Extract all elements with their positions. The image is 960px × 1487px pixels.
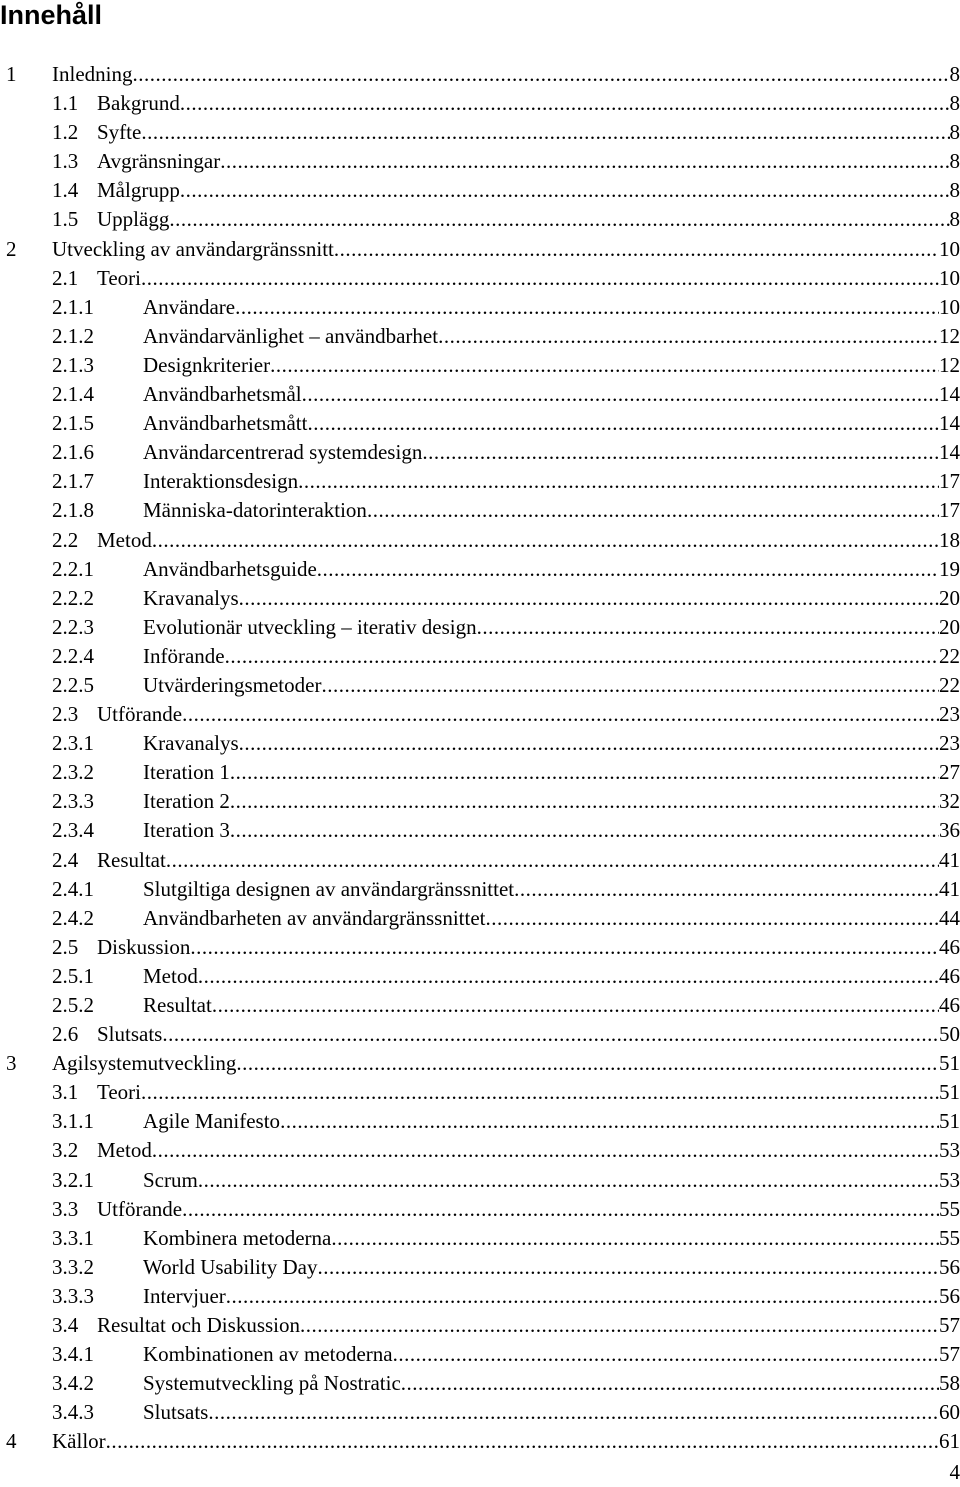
toc-entry-number: 2.2.5	[52, 672, 94, 697]
toc-entry-page: 60	[939, 1400, 960, 1425]
toc-title: Innehåll	[0, 0, 103, 30]
toc-entry[interactable]	[0, 904, 960, 933]
toc-entry-title: Användbarhetsmått	[143, 411, 308, 436]
toc-entry-number: 3.1	[52, 1080, 79, 1105]
toc-entry-title: Iteration 3	[143, 818, 230, 843]
toc-entry[interactable]	[0, 1398, 960, 1427]
toc-entry-number: 2.1.7	[52, 469, 94, 494]
toc-entry[interactable]	[0, 526, 960, 555]
toc-entry-title: Kombinationen av metoderna	[143, 1342, 393, 1367]
toc-entry[interactable]	[0, 1049, 960, 1078]
toc-entry-page: 56	[939, 1283, 960, 1308]
toc-dot-leader	[106, 1427, 939, 1456]
toc-entry-line	[143, 1107, 960, 1136]
toc-entry-line	[143, 1166, 960, 1195]
toc-entry-title: Kombinera metoderna	[143, 1225, 332, 1250]
toc-entry-page: 8	[949, 62, 960, 86]
toc-entry-title: Iteration 2	[143, 789, 230, 814]
toc-entry[interactable]	[0, 1282, 960, 1311]
toc-entry-line	[97, 933, 960, 962]
toc-entry-page: 36	[939, 818, 960, 843]
toc-entry-page: 20	[939, 585, 960, 610]
toc-entry-page: 46	[939, 993, 960, 1017]
toc-entry-page: 22	[939, 672, 960, 697]
toc-entry-line	[97, 1311, 960, 1340]
toc-dot-leader	[152, 1136, 939, 1165]
toc-dot-leader	[270, 351, 939, 380]
toc-entry-line	[143, 1253, 960, 1282]
toc-entry-page: 46	[939, 963, 960, 988]
toc-dot-leader	[182, 700, 939, 729]
toc-dot-leader	[230, 787, 939, 816]
toc-entry-number: 3.3.2	[52, 1254, 94, 1279]
toc-entry-page: 46	[939, 934, 960, 959]
toc-entry-number: 2.3.1	[52, 731, 94, 756]
toc-entry-line	[143, 962, 960, 991]
toc-entry[interactable]	[0, 235, 960, 264]
toc-entry-title: Interaktionsdesign	[143, 469, 299, 494]
toc-entry-page: 41	[939, 847, 960, 872]
toc-entry-line	[97, 264, 960, 293]
toc-dot-leader	[302, 380, 939, 409]
toc-entry-title: Teori	[97, 265, 142, 290]
toc-entry-number: 2.1.6	[52, 440, 94, 465]
toc-dot-leader	[230, 758, 939, 787]
toc-entry[interactable]	[0, 409, 960, 438]
toc-entry-title: Användarvänlighet – användbarhet	[143, 323, 439, 348]
toc-dot-leader	[317, 555, 939, 584]
toc-entry-number: 3.2	[52, 1138, 79, 1163]
toc-entry[interactable]	[0, 60, 960, 89]
toc-entry-number: 3.4	[52, 1313, 79, 1338]
toc-entry[interactable]	[0, 729, 960, 758]
toc-entry-line	[143, 991, 960, 1020]
toc-entry-number: 3.1.1	[52, 1109, 94, 1134]
toc-dot-leader	[486, 904, 940, 933]
toc-entry-title: Resultat	[143, 993, 212, 1017]
toc-entry-page: 53	[939, 1167, 960, 1192]
toc-entry[interactable]	[0, 89, 960, 118]
toc-dot-leader	[280, 1107, 939, 1136]
toc-entry-number: 1.1	[52, 91, 79, 116]
toc-entry-number: 1.2	[52, 120, 79, 145]
toc-entry-number: 1	[6, 62, 17, 86]
toc-entry[interactable]	[0, 147, 960, 176]
toc-entry[interactable]	[0, 642, 960, 671]
toc-entry-line	[143, 1369, 960, 1398]
toc-entry-number: 3.3	[52, 1196, 79, 1221]
toc-entry[interactable]	[0, 176, 960, 205]
toc-entry-title: Användbarhetsguide	[143, 556, 317, 581]
toc-entry-page: 55	[939, 1225, 960, 1250]
toc-entry-title: Teori	[97, 1080, 142, 1105]
toc-entry-line	[143, 758, 960, 787]
toc-dot-leader	[152, 526, 939, 555]
toc-entry-line	[143, 875, 960, 904]
toc-entry-number: 2.1.8	[52, 498, 94, 523]
toc-entry-line	[143, 1398, 960, 1427]
toc-entry-page: 22	[939, 643, 960, 668]
toc-dot-leader	[198, 962, 939, 991]
page-number: 4	[949, 1460, 960, 1484]
toc-entry-title: Designkriterier	[143, 352, 271, 377]
toc-entry-number: 2.4.1	[52, 876, 94, 901]
toc-entry-line	[143, 1340, 960, 1369]
toc-entry-line	[143, 555, 960, 584]
toc-dot-leader	[300, 1311, 939, 1340]
toc-dot-leader	[317, 1253, 939, 1282]
toc-entry-page: 20	[939, 614, 960, 639]
toc-entry-line	[97, 89, 960, 118]
toc-entry-page: 51	[939, 1080, 960, 1105]
toc-entry-title: Införande	[143, 643, 225, 668]
toc-entry[interactable]	[0, 933, 960, 962]
toc-dot-leader	[438, 322, 939, 351]
toc-entry[interactable]	[0, 1136, 960, 1165]
toc-entry-line	[52, 1427, 960, 1456]
toc-entry-title: Kravanalys	[143, 731, 239, 756]
toc-entry-page: 8	[949, 207, 960, 232]
toc-entry-page: 17	[939, 469, 960, 494]
toc-entry-number: 2.1	[52, 265, 79, 290]
toc-entry-line	[143, 584, 960, 613]
toc-entry-line	[143, 438, 960, 467]
toc-entry[interactable]	[0, 613, 960, 642]
toc-entry-page: 23	[939, 731, 960, 756]
toc-entry[interactable]	[0, 1078, 960, 1107]
toc-entry-line	[143, 351, 960, 380]
toc-entry-title: Evolutionär utveckling – iterativ design	[143, 614, 477, 639]
toc-entry-number: 3.4.1	[52, 1342, 94, 1367]
toc-entry-number: 2.2.3	[52, 614, 94, 639]
toc-entry-page: 14	[939, 411, 960, 436]
toc-dot-leader	[198, 1166, 939, 1195]
toc-entry-title: Källor	[52, 1429, 106, 1454]
toc-entry[interactable]	[0, 846, 960, 875]
toc-entry-number: 2.3.4	[52, 818, 94, 843]
toc-entry-page: 55	[939, 1196, 960, 1221]
toc-entry-page: 10	[939, 236, 960, 261]
toc-entry-number: 3.4.3	[52, 1400, 94, 1425]
toc-entry-line	[143, 409, 960, 438]
toc-entry[interactable]	[0, 118, 960, 147]
toc-entry-line	[143, 1282, 960, 1311]
toc-entry-line	[97, 1136, 960, 1165]
toc-entry-line	[143, 322, 960, 351]
toc-entry[interactable]	[0, 438, 960, 467]
toc-entry-number: 2.4	[52, 847, 79, 872]
toc-entry-page: 61	[939, 1429, 960, 1454]
toc-entry[interactable]	[0, 1107, 960, 1136]
toc-entry-line	[97, 205, 960, 234]
toc-entry-line	[143, 467, 960, 496]
toc-dot-leader	[169, 205, 949, 234]
toc-entry-number: 2.4.2	[52, 905, 94, 930]
toc-entry-title: Metod	[97, 527, 152, 552]
toc-entry[interactable]	[0, 787, 960, 816]
toc-entry[interactable]	[0, 380, 960, 409]
toc-entry-line	[97, 147, 960, 176]
toc-entry-number: 3.3.3	[52, 1283, 94, 1308]
toc-entry-page: 8	[949, 91, 960, 116]
toc-dot-leader	[393, 1340, 939, 1369]
toc-entry-number: 3.2.1	[52, 1167, 94, 1192]
toc-dot-leader	[235, 293, 939, 322]
toc-entry-page: 14	[939, 382, 960, 407]
toc-dot-leader	[331, 1224, 939, 1253]
toc-entry-number: 2	[6, 236, 17, 261]
toc-entry-title: Utförande	[97, 702, 183, 727]
toc-dot-leader	[141, 1078, 939, 1107]
toc-dot-leader	[477, 613, 939, 642]
toc-entry-number: 2.2.2	[52, 585, 94, 610]
toc-dot-leader	[220, 147, 949, 176]
toc-dot-leader	[236, 1049, 939, 1078]
toc-entry-line	[97, 1195, 960, 1224]
toc-entry[interactable]	[0, 293, 960, 322]
toc-entry[interactable]	[0, 962, 960, 991]
toc-dot-leader	[225, 642, 939, 671]
toc-entry-title: Utvärderingsmetoder	[143, 672, 322, 697]
toc-entry-line	[97, 176, 960, 205]
toc-dot-leader	[166, 846, 939, 875]
toc-entry-line	[97, 700, 960, 729]
toc-entry[interactable]	[0, 322, 960, 351]
toc-entry-page: 10	[939, 294, 960, 319]
toc-entry-title: Användbarheten av användargränssnittet	[143, 905, 486, 930]
toc-entry-line	[143, 904, 960, 933]
toc-entry-line	[143, 816, 960, 845]
toc-entry-title: Slutgiltiga designen av användargränssnittet	[143, 876, 515, 901]
toc-entry[interactable]	[0, 700, 960, 729]
toc-entry-title: Avgränsningar	[97, 149, 221, 174]
toc-dot-leader	[190, 933, 939, 962]
toc-entry-line	[143, 642, 960, 671]
toc-entry-title: Resultat	[97, 847, 166, 872]
toc-entry-page: 56	[939, 1254, 960, 1279]
toc-entry-number: 2.2	[52, 527, 79, 552]
toc-dot-leader	[321, 671, 939, 700]
toc-entry[interactable]	[0, 1166, 960, 1195]
toc-entry-title: Scrum	[143, 1167, 198, 1192]
toc-entry-line	[143, 613, 960, 642]
toc-entry-title: Slutsats	[143, 1400, 209, 1425]
toc-dot-leader	[367, 496, 939, 525]
toc-entry-number: 2.2.4	[52, 643, 94, 668]
toc-entry-title: Utförande	[97, 1196, 183, 1221]
toc-entry-number: 2.1.5	[52, 411, 94, 436]
toc-entry-line	[52, 235, 960, 264]
toc-entry-number: 1.3	[52, 149, 79, 174]
toc-entry-title: Metod	[143, 963, 198, 988]
toc-entry-number: 2.2.1	[52, 556, 94, 581]
toc-entry-page: 32	[939, 789, 960, 814]
toc-dot-leader	[162, 1020, 939, 1049]
toc-entry-number: 2.3.3	[52, 789, 94, 814]
toc-entry-title: Iteration 1	[143, 760, 230, 785]
toc-entry-line	[52, 1049, 960, 1078]
toc-entry[interactable]	[0, 1224, 960, 1253]
toc-entry[interactable]	[0, 467, 960, 496]
toc-entry-page: 58	[939, 1371, 960, 1396]
toc-entry-title: Metod	[97, 1138, 152, 1163]
toc-entry[interactable]	[0, 1020, 960, 1049]
toc-entry-page: 57	[939, 1313, 960, 1338]
toc-entry-title: Inledning	[52, 62, 133, 86]
toc-entry-number: 4	[6, 1429, 17, 1454]
toc-entry[interactable]	[0, 1195, 960, 1224]
toc-dot-leader	[230, 816, 939, 845]
toc-entry-title: Användare	[143, 294, 236, 319]
toc-entry[interactable]	[0, 584, 960, 613]
toc-entry-page: 10	[939, 265, 960, 290]
toc-entry-line	[143, 496, 960, 525]
toc-entry-line	[97, 1078, 960, 1107]
toc-entry-page: 44	[939, 905, 960, 930]
toc-entry-title: World Usability Day	[143, 1254, 318, 1279]
toc-entry-page: 57	[939, 1342, 960, 1367]
toc-entry[interactable]	[0, 875, 960, 904]
toc-dot-leader	[212, 991, 939, 1020]
toc-entry-number: 1.4	[52, 178, 79, 203]
toc-dot-leader	[180, 89, 950, 118]
toc-entry-title: Systemutveckling på Nostratic	[143, 1371, 401, 1396]
toc-entry-number: 2.1.4	[52, 382, 94, 407]
toc-entry-line	[143, 729, 960, 758]
toc-entry-page: 8	[949, 149, 960, 174]
toc-entry-page: 12	[939, 323, 960, 348]
toc-entry[interactable]	[0, 496, 960, 525]
toc-entry[interactable]	[0, 671, 960, 700]
toc-entry[interactable]	[0, 1369, 960, 1398]
toc-entry[interactable]	[0, 758, 960, 787]
toc-entry[interactable]	[0, 991, 960, 1020]
toc-entry-title: Agilsystemutveckling	[52, 1051, 237, 1076]
toc-dot-leader	[141, 264, 939, 293]
toc-dot-leader	[132, 60, 949, 89]
toc-dot-leader	[334, 235, 939, 264]
toc-entry-number: 3	[6, 1051, 17, 1076]
toc-entry-title: Bakgrund	[97, 91, 180, 116]
toc-entry-page: 41	[939, 876, 960, 901]
toc-dot-leader	[226, 1282, 939, 1311]
toc-entry-number: 2.3	[52, 702, 79, 727]
toc-entry-number: 2.5.1	[52, 963, 94, 988]
toc-entry-number: 2.5.2	[52, 993, 94, 1017]
toc-entry-line	[143, 293, 960, 322]
toc-entry-line	[97, 1020, 960, 1049]
toc-entry[interactable]	[0, 351, 960, 380]
toc-entry[interactable]	[0, 1253, 960, 1282]
toc-entry-line	[143, 787, 960, 816]
toc-dot-leader	[514, 875, 939, 904]
toc-list	[0, 60, 960, 1457]
toc-entry-title: Diskussion	[97, 934, 191, 959]
toc-entry-page: 18	[939, 527, 960, 552]
toc-entry-line	[143, 1224, 960, 1253]
toc-dot-leader	[307, 409, 939, 438]
toc-entry-page: 12	[939, 352, 960, 377]
toc-entry-page: 53	[939, 1138, 960, 1163]
toc-entry[interactable]	[0, 1427, 960, 1456]
toc-entry-number: 3.3.1	[52, 1225, 94, 1250]
toc-entry-title: Användarcentrerad systemdesign	[143, 440, 423, 465]
toc-entry-page: 19	[939, 556, 960, 581]
toc-dot-leader	[401, 1369, 939, 1398]
toc-entry-number: 1.5	[52, 207, 79, 232]
toc-entry-number: 2.3.2	[52, 760, 94, 785]
toc-dot-leader	[239, 584, 939, 613]
toc-entry-page: 14	[939, 440, 960, 465]
toc-dot-leader	[182, 1195, 939, 1224]
toc-entry-page: 51	[939, 1051, 960, 1076]
toc-entry-page: 50	[939, 1022, 960, 1047]
toc-entry-number: 2.6	[52, 1022, 79, 1047]
toc-entry-number: 3.4.2	[52, 1371, 94, 1396]
toc-dot-leader	[180, 176, 950, 205]
toc-entry-title: Syfte	[97, 120, 142, 145]
toc-dot-leader	[422, 438, 939, 467]
toc-entry[interactable]	[0, 1340, 960, 1369]
toc-entry-title: Människa-datorinteraktion	[143, 498, 367, 523]
toc-entry-line	[97, 118, 960, 147]
toc-entry-title: Upplägg	[97, 207, 170, 232]
toc-entry-line	[52, 60, 960, 89]
toc-entry[interactable]	[0, 205, 960, 234]
toc-entry-line	[97, 846, 960, 875]
toc-entry-title: Målgrupp	[97, 178, 180, 203]
toc-entry-title: Agile Manifesto	[143, 1109, 281, 1134]
toc-entry-title: Intervjuer	[143, 1283, 226, 1308]
toc-entry-page: 8	[949, 178, 960, 203]
toc-entry[interactable]	[0, 555, 960, 584]
toc-entry-page: 27	[939, 760, 960, 785]
toc-entry-title: Kravanalys	[143, 585, 239, 610]
toc-entry-page: 17	[939, 498, 960, 523]
toc-entry-title: Slutsats	[97, 1022, 163, 1047]
toc-entry[interactable]	[0, 1311, 960, 1340]
toc-dot-leader	[239, 729, 939, 758]
toc-entry[interactable]	[0, 264, 960, 293]
toc-dot-leader	[208, 1398, 939, 1427]
toc-entry-page: 51	[939, 1109, 960, 1134]
toc-entry-title: Utveckling av användargränssnitt	[52, 236, 334, 261]
toc-entry-line	[97, 526, 960, 555]
toc-entry-number: 2.1.3	[52, 352, 94, 377]
toc-entry-title: Resultat och Diskussion	[97, 1313, 300, 1338]
toc-entry-line	[143, 380, 960, 409]
toc-entry-line	[143, 671, 960, 700]
toc-entry-number: 2.1.2	[52, 323, 94, 348]
toc-entry[interactable]	[0, 816, 960, 845]
toc-entry-page: 23	[939, 702, 960, 727]
toc-entry-page: 8	[949, 120, 960, 145]
toc-entry-number: 2.1.1	[52, 294, 94, 319]
toc-dot-leader	[141, 118, 949, 147]
toc-entry-title: Användbarhetsmål	[143, 382, 302, 407]
toc-entry-number: 2.5	[52, 934, 79, 959]
toc-dot-leader	[298, 467, 939, 496]
